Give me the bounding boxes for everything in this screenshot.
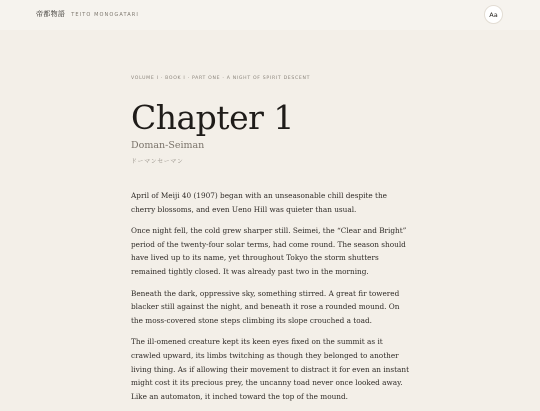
brand[interactable]	[36, 9, 139, 19]
brand-title-jp: 帝都物語	[36, 10, 66, 18]
paragraph: Beneath the dark, oppressive sky, something stirred. A great fir towered blacker still against the night, and beneath it rose a rounded mound. On the moss-covered stone steps climbing its slope crouched a toad.	[131, 288, 400, 325]
brand-title-en: TEITO MONOGATARI	[71, 12, 139, 18]
chapter-subtitle: Doman-Seiman	[131, 140, 205, 151]
top-bar	[0, 0, 540, 30]
font-settings-button[interactable]: Aa	[484, 5, 503, 24]
chapter-subtitle-jp: ドーマンセーマン	[131, 159, 184, 165]
chapter-body	[131, 189, 411, 403]
chapter-title: Chapter 1	[131, 98, 294, 137]
paragraph: Once night fell, the cold grew sharper still. Seimei, the “Clear and Bright” period of the twenty-four solar terms, had come round. The season should have lived up to its name, yet throughout Tokyo the storm shutters remained tightly closed. It was already past two in the morning.	[131, 226, 407, 276]
paragraph: April of Meiji 40 (1907) began with an unseasonable chill despite the cherry blossoms, and even Ueno Hill was quieter than usual.	[131, 191, 387, 214]
breadcrumb: VOLUME I · BOOK I · PART ONE · A NIGHT OF SPIRIT DESCENT	[131, 76, 311, 81]
paragraph: The ill-omened creature kept its keen eyes fixed on the summit as it crawled upward, its limbs twitching as though they belonged to another living thing. As if allowing their movement to distract it for even an instant might cost it its precious prey, the uncanny toad never once looked away. Like an automaton, it inched toward the top of the mound.	[131, 337, 410, 401]
chapter-content	[131, 76, 411, 411]
